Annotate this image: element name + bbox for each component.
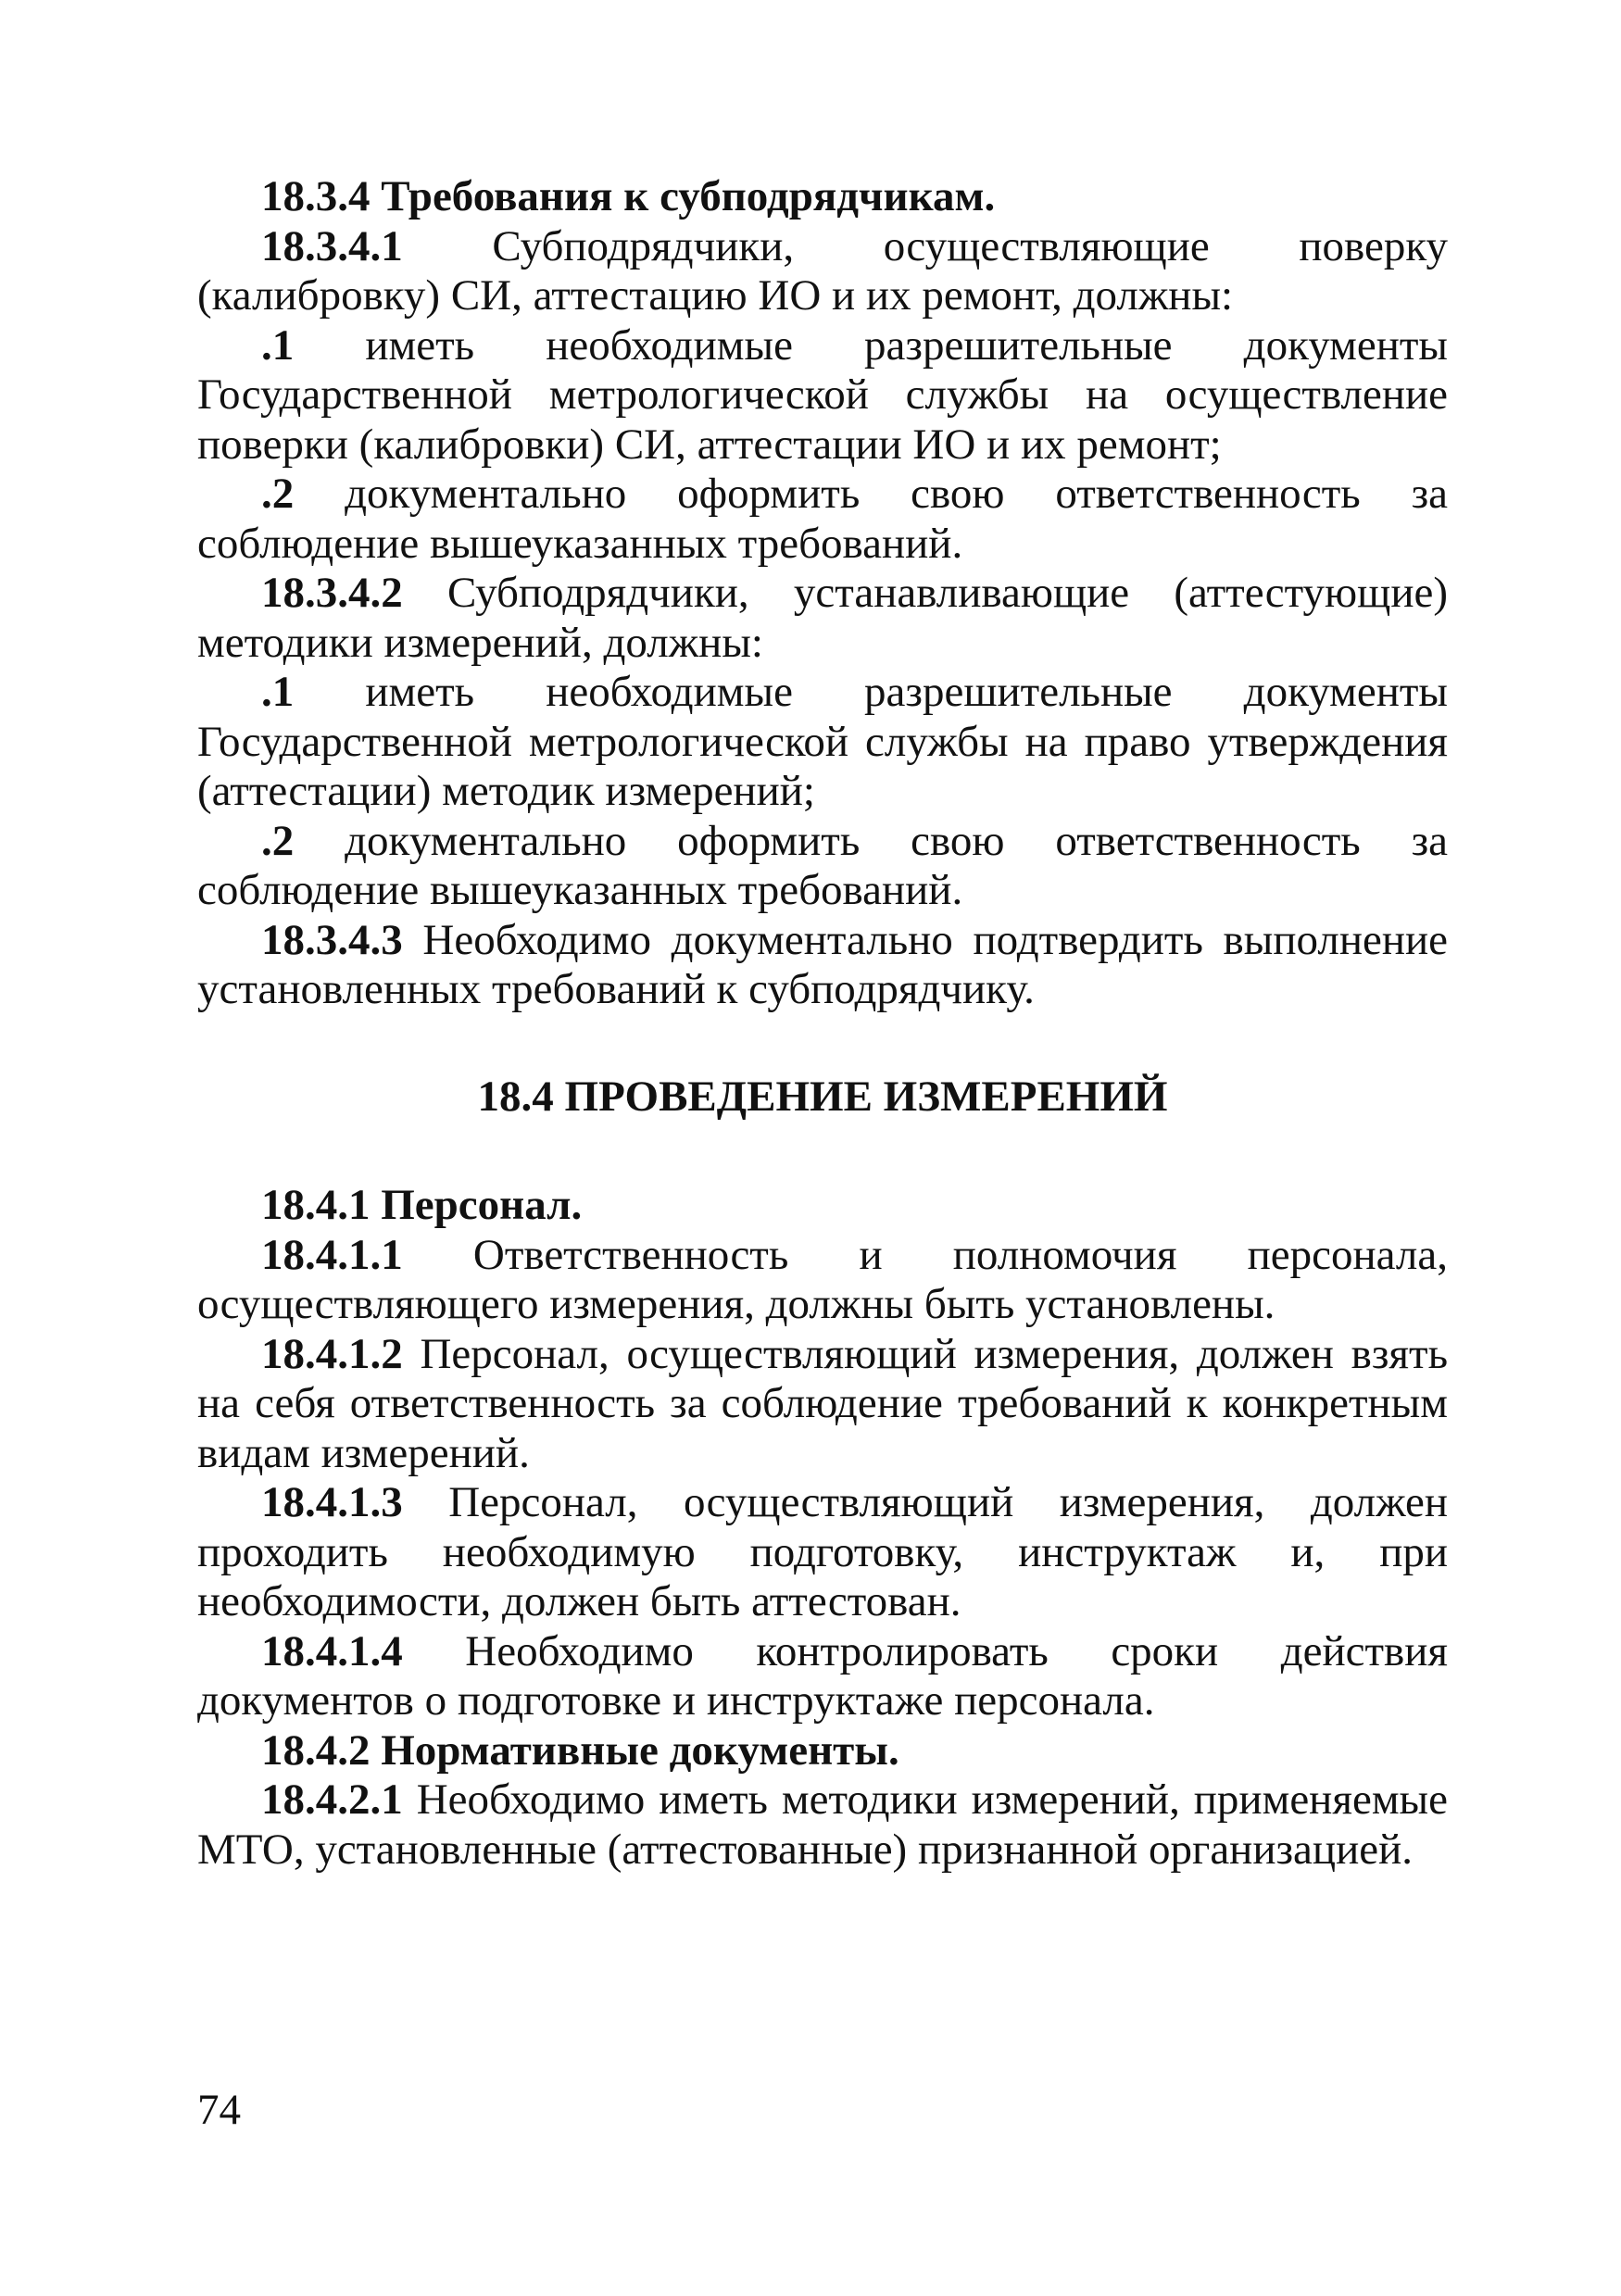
clause-text: Ответственность и полномочия персонала, осуществляющего измерения, должны быть установлены. — [197, 1230, 1448, 1328]
subsection-heading-18-4-2: 18.4.2 Нормативные документы. — [261, 1725, 899, 1775]
subsection-heading-18-4-1: 18.4.1 Персонал. — [261, 1181, 583, 1229]
clause-number: 18.4.1.4 — [261, 1626, 403, 1675]
clause-text: Субподрядчики, осуществляющие поверку (калибровку) СИ, аттестацию ИО и их ремонт, должны: — [197, 221, 1448, 320]
clause-text: Субподрядчики, устанавливающие (аттестующие) методики измерений, должны: — [197, 569, 1448, 667]
item-number: .2 — [261, 816, 295, 865]
clause-number: 18.4.1.2 — [261, 1329, 403, 1378]
paragraph-18-4-1-3 — [197, 1478, 1448, 1627]
document-page — [197, 172, 1448, 1875]
clause-number: 18.3.4.2 — [261, 569, 403, 617]
paragraph-18-4-1-4 — [197, 1627, 1448, 1726]
clause-number: 18.4.1.3 — [261, 1478, 403, 1526]
page-number: 74 — [197, 2086, 241, 2134]
paragraph-18-4-1-1 — [197, 1231, 1448, 1330]
item-text: иметь необходимые разрешительные документы Государственной метрологической службы на осуществление поверки (калибровки) СИ, аттестации ИО и их ремонт; — [197, 320, 1448, 469]
item-text: иметь необходимые разрешительные документы Государственной метрологической службы на право утверждения (аттестации) методик измерений; — [197, 668, 1448, 815]
clause-number: 18.4.2.1 — [261, 1775, 403, 1824]
clause-text: Необходимо контролировать сроки действия документов о подготовке и инструктаже персонала. — [197, 1626, 1448, 1725]
item-text: документально оформить свою ответственность за соблюдение вышеуказанных требований. — [197, 816, 1448, 914]
paragraph-18-4-1-2 — [197, 1330, 1448, 1479]
paragraph-18-4-2-1 — [197, 1775, 1448, 1875]
list-item-18-3-4-1-2 — [197, 470, 1448, 569]
clause-number: 18.3.4.1 — [261, 221, 403, 270]
item-text: документально оформить свою ответственность за соблюдение вышеуказанных требований. — [197, 470, 1448, 568]
paragraph-18-3-4-1 — [197, 222, 1448, 321]
subsection-heading-18-3-4: 18.3.4 Требования к субподрядчикам. — [261, 172, 996, 220]
clause-text: Персонал, осуществляющий измерения, должен взять на себя ответственность за соблюдение требований к конкретным видам измерений. — [197, 1329, 1448, 1477]
list-item-18-3-4-2-2 — [197, 817, 1448, 916]
item-number: .2 — [261, 470, 295, 518]
list-item-18-3-4-2-1 — [197, 668, 1448, 817]
clause-text: Необходимо иметь методики измерений, применяемые МТО, установленные (аттестованные) признанной организацией. — [197, 1775, 1448, 1874]
clause-text: Персонал, осуществляющий измерения, должен проходить необходимую подготовку, инструктаж и, при необходимости, должен быть аттестован. — [197, 1478, 1448, 1625]
paragraph-18-3-4-3 — [197, 916, 1448, 1015]
section-title-18-4: 18.4 ПРОВЕДЕНИЕ ИЗМЕРЕНИЙ — [477, 1072, 1168, 1121]
clause-number: 18.3.4.3 — [261, 915, 403, 964]
paragraph-18-3-4-2 — [197, 569, 1448, 668]
clause-text: Необходимо документально подтвердить выполнение установленных требований к субподрядчику. — [197, 915, 1448, 1013]
list-item-18-3-4-1-1 — [197, 321, 1448, 470]
item-number: .1 — [261, 320, 295, 370]
item-number: .1 — [261, 668, 295, 716]
clause-number: 18.4.1.1 — [261, 1230, 403, 1279]
